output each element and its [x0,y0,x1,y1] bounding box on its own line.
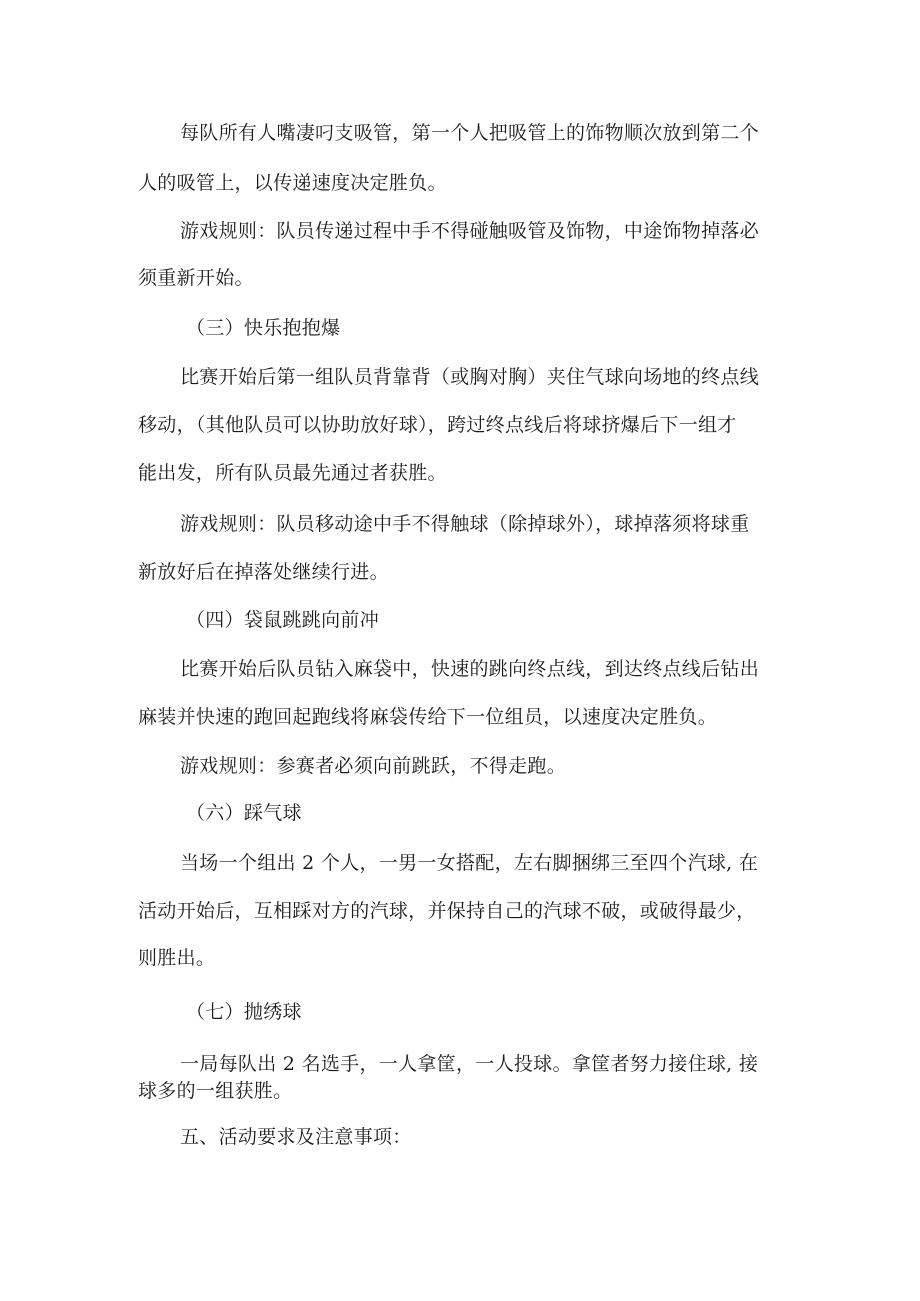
paragraph-line: 每队所有人嘴凄叼支吸管，第一个人把吸管上的饰物顺次放到第二个 [180,122,760,144]
paragraph-line: 能出发，所有队员最先通过者获胜。 [138,462,447,484]
section-heading: （六）踩气球 [186,802,302,824]
paragraph-line: 移动，（其他队员可以协助放好球），跨过终点线后将球挤爆后下一组才 [138,414,737,436]
paragraph-line: 活动开始后，互相踩对方的汽球，并保持自己的汽球不破，或破得最少， [138,900,756,922]
paragraph-line: 当场一个组出 2 个人，一男一女搭配，左右脚捆绑三至四个汽球, 在 [180,852,759,874]
paragraph-line: 球多的一组获胜。 [138,1080,293,1102]
paragraph-line: 游戏规则：队员移动途中手不得触球（除掉球外），球掉落须将球重 [180,513,750,535]
paragraph-line: 须重新开始。 [138,267,254,289]
paragraph-line: 新放好后在掉落处继续行进。 [138,561,389,583]
paragraph-line: 一局每队出 2 名选手，一人拿筐，一人投球。拿筐者努力接住球, 接 [180,1053,759,1075]
paragraph-line: 游戏规则：参赛者必须向前跳跃，不得走跑。 [180,755,567,777]
section-heading: （七）抛绣球 [186,1001,302,1023]
paragraph-line: 比赛开始后队员钻入麻袋中，快速的跳向终点线，到达终点线后钻出 [180,658,760,680]
paragraph-line: 游戏规则：队员传递过程中手不得碰触吸管及饰物，中途饰物掉落必 [180,220,760,242]
paragraph-line: 人的吸管上，以传递速度决定胜负。 [138,172,447,194]
section-heading: （三）快乐抱抱爆 [186,317,341,339]
paragraph-line: 则胜出。 [138,947,216,969]
paragraph-line: 麻装并快速的跑回起跑线将麻袋传给下一位组员，以速度决定胜负。 [138,706,718,728]
paragraph-line: 比赛开始后第一组队员背靠背（或胸对胸）夹住气球向场地的终点线 [180,366,760,388]
section-heading: （四）袋鼠跳跳向前冲 [186,609,380,631]
section-title: 五、活动要求及注意事项： [180,1126,412,1148]
